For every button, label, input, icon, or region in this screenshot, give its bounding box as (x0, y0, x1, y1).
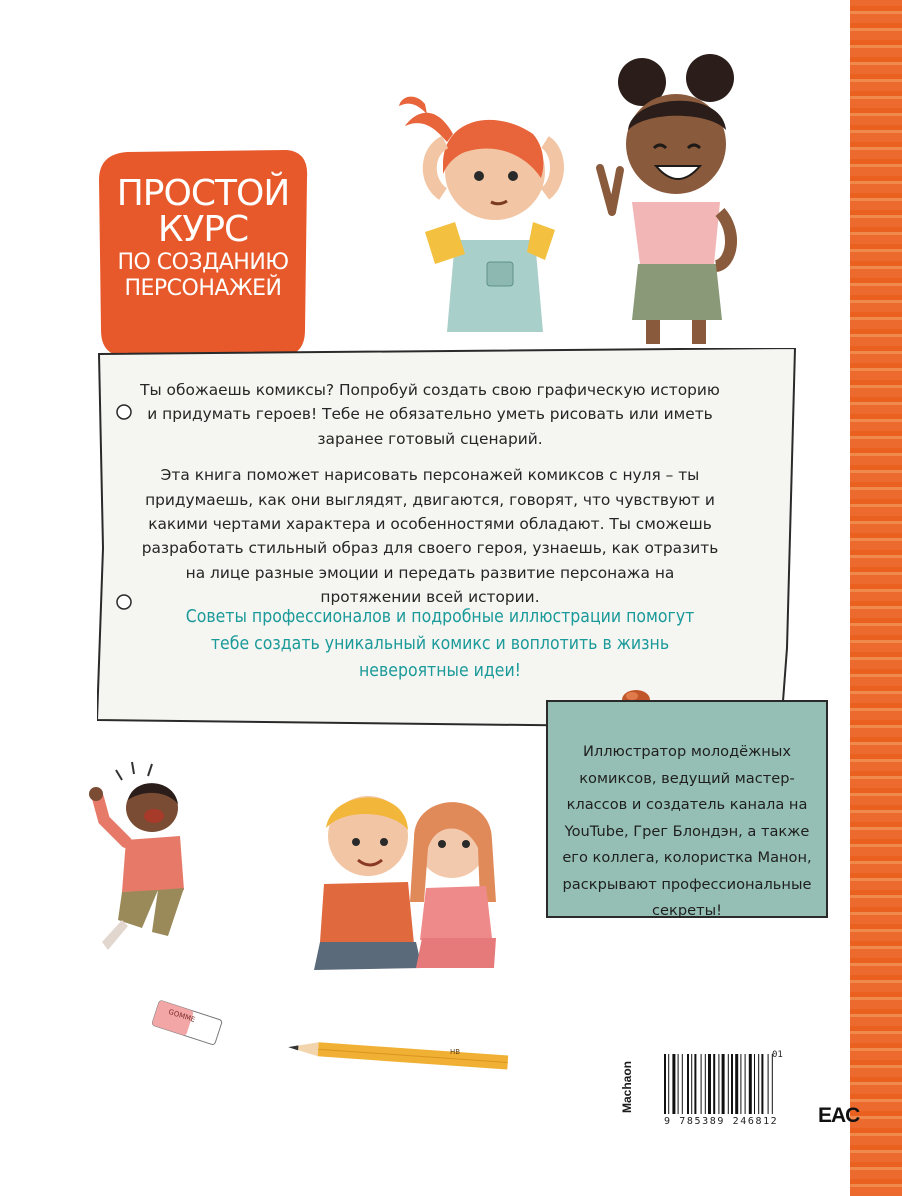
badge-title-line3: ПО СОЗДАНИЮ (117, 250, 289, 275)
intro-paragraph-2: Эта книга поможет нарисовать персонажей комиксов с нуля – ты придумаешь, как они выглядят, двигаются, говорят, что чувствуют и какими чертами характера и особенностями обладают. Ты сможешь разработать стильный образ для своего героя, узнаешь, как отразить на лице разные эмоции и передать развитие персонажа на протяжении всей истории. (141, 466, 719, 607)
eraser-label: GOMME (167, 1007, 197, 1025)
badge-title-line1: ПРОСТОЙ (116, 173, 290, 214)
badge-title-line4: ПЕРСОНАЖЕЙ (124, 276, 282, 301)
curly-girl-illustration (592, 52, 742, 347)
eraser-illustration (148, 996, 228, 1050)
publisher-logo (612, 1044, 634, 1134)
isbn-number: 9 785389 246812 (664, 1116, 779, 1127)
publisher-name: Machaon (620, 1061, 634, 1114)
barcode-addon: 01 (772, 1050, 783, 1060)
intro-paragraph-1: Ты обожаешь комиксы? Попробуй создать свою графическую историю и придумать героев! Тебе не обязательно уметь рисовать или иметь заранее готовый сценарий. (140, 381, 720, 448)
intro-text (135, 378, 725, 622)
badge-title-line2: КУРС (157, 209, 249, 250)
book-spine-stripe (850, 0, 902, 1196)
redhead-girl-illustration (395, 82, 565, 352)
pencil-label: HB (450, 1048, 461, 1056)
eac-certification-mark: EAC (818, 1104, 860, 1127)
author-info-text: Иллюстратор молодёжных комиксов, ведущий мастер-классов и создатель канала на YouTube, Грег Блондэн, а также его коллега, колористка Манон, раскрывают профессиональные секреты! (562, 743, 812, 919)
shouting-girl-illustration (82, 760, 202, 960)
title-badge (97, 150, 309, 368)
pencil-illustration (284, 1040, 516, 1070)
tips-text: Советы профессионалов и подробные иллюстрации помогут тебе создать уникальный комикс и воплотить в жизнь невероятные идеи! (185, 607, 695, 681)
sitting-kids-illustration (296, 782, 506, 982)
